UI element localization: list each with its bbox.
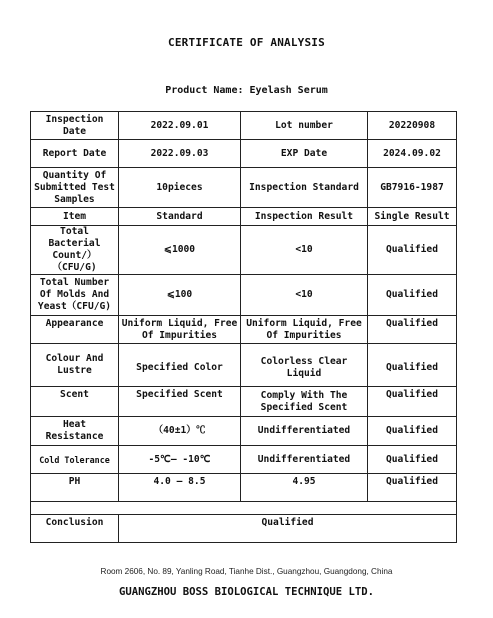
lot-number-value: 20220908 bbox=[368, 112, 457, 140]
company-name: GUANGZHOU BOSS BIOLOGICAL TECHNIQUE LTD. bbox=[118, 586, 375, 598]
header-standard: Standard bbox=[119, 208, 241, 226]
quantity-value: 10pieces bbox=[119, 168, 241, 208]
conclusion-label: Conclusion bbox=[31, 515, 119, 543]
item-cell: Colour And Lustre bbox=[31, 344, 119, 387]
exp-date-label: EXP Date bbox=[241, 140, 368, 168]
header-item: Item bbox=[31, 208, 119, 226]
standard-cell: ⩽100 bbox=[119, 275, 241, 316]
result-cell: <10 bbox=[241, 275, 368, 316]
table-row bbox=[31, 168, 457, 208]
item-cell: PH bbox=[31, 474, 119, 502]
single-result-cell: Qualified bbox=[368, 474, 457, 502]
exp-date-value: 2024.09.02 bbox=[368, 140, 457, 168]
result-cell: Comply With The Specified Scent bbox=[241, 387, 368, 417]
item-cell: Scent bbox=[31, 387, 119, 417]
inspection-date-label: Inspection Date bbox=[31, 112, 119, 140]
result-cell: <10 bbox=[241, 226, 368, 275]
conclusion-row bbox=[31, 515, 457, 543]
empty-row bbox=[31, 502, 457, 515]
standard-cell: Specified Color bbox=[119, 344, 241, 387]
table-row bbox=[31, 387, 457, 417]
item-cell: Appearance bbox=[31, 316, 119, 344]
table-row bbox=[31, 344, 457, 387]
result-cell: Uniform Liquid, Free Of Impurities bbox=[241, 316, 368, 344]
document-title: CERTIFICATE OF ANALYSIS bbox=[168, 36, 325, 49]
table-row bbox=[31, 316, 457, 344]
standard-cell: ⩽1000 bbox=[119, 226, 241, 275]
single-result-cell: Qualified bbox=[368, 344, 457, 387]
lot-number-label: Lot number bbox=[241, 112, 368, 140]
standard-cell: -5℃— -10℃ bbox=[119, 446, 241, 474]
header-single-result: Single Result bbox=[368, 208, 457, 226]
standard-cell: （40±1）℃ bbox=[119, 417, 241, 446]
table-row bbox=[31, 226, 457, 275]
item-cell: Total Number Of Molds And Yeast（CFU/G) bbox=[31, 275, 119, 316]
standard-cell: Uniform Liquid, Free Of Impurities bbox=[119, 316, 241, 344]
single-result-cell: Qualified bbox=[368, 226, 457, 275]
product-name-line: Product Name: Eyelash Serum bbox=[165, 85, 328, 96]
table-row bbox=[31, 140, 457, 168]
standard-cell: 4.0 — 8.5 bbox=[119, 474, 241, 502]
item-cell: Cold Tolerance bbox=[31, 446, 119, 474]
inspection-standard-label: Inspection Standard bbox=[241, 168, 368, 208]
quantity-label: Quantity Of Submitted Test Samples bbox=[31, 168, 119, 208]
header-inspection-result: Inspection Result bbox=[241, 208, 368, 226]
conclusion-value: Qualified bbox=[119, 515, 457, 543]
standard-cell: Specified Scent bbox=[119, 387, 241, 417]
result-cell: 4.95 bbox=[241, 474, 368, 502]
report-date-value: 2022.09.03 bbox=[119, 140, 241, 168]
item-cell: Heat Resistance bbox=[31, 417, 119, 446]
report-date-label: Report Date bbox=[31, 140, 119, 168]
table-row bbox=[31, 446, 457, 474]
single-result-cell: Qualified bbox=[368, 446, 457, 474]
inspection-standard-value: GB7916-1987 bbox=[368, 168, 457, 208]
table-row bbox=[31, 112, 457, 140]
single-result-cell: Qualified bbox=[368, 387, 457, 417]
single-result-cell: Qualified bbox=[368, 316, 457, 344]
company-address: Room 2606, No. 89, Yanling Road, Tianhe Dist., Guangzhou, Guangdong, China bbox=[100, 567, 393, 576]
result-cell: Colorless Clear Liquid bbox=[241, 344, 368, 387]
single-result-cell: Qualified bbox=[368, 417, 457, 446]
table-row bbox=[31, 474, 457, 502]
single-result-cell: Qualified bbox=[368, 275, 457, 316]
item-cell: Total Bacterial Count/）（CFU/G) bbox=[31, 226, 119, 275]
inspection-date-value: 2022.09.01 bbox=[119, 112, 241, 140]
table-header-row bbox=[31, 208, 457, 226]
result-cell: Undifferentiated bbox=[241, 417, 368, 446]
result-cell: Undifferentiated bbox=[241, 446, 368, 474]
table-row bbox=[31, 417, 457, 446]
empty-cell bbox=[31, 502, 457, 515]
table-row bbox=[31, 275, 457, 316]
analysis-table bbox=[30, 111, 457, 543]
